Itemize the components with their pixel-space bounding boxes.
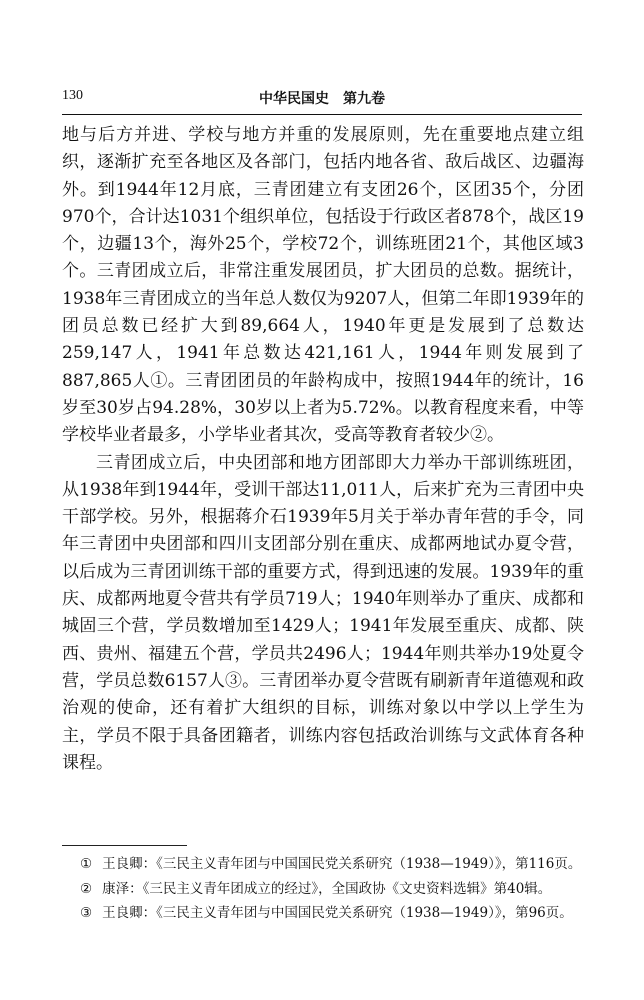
footnote-mark: ③ — [80, 905, 93, 921]
footnote-text: 王良卿：《三民主义青年团与中国国民党关系研究（1938—1949）》，第96页。 — [102, 905, 573, 921]
page-number: 130 — [62, 88, 83, 103]
footnote-mark: ② — [80, 880, 93, 897]
footnote — [62, 853, 584, 876]
body-text — [62, 122, 584, 777]
footnote-text: 康泽：《三民主义青年团成立的经过》，全国政协《文史资料选辑》第40辑。 — [102, 880, 552, 897]
footnote-text: 王良卿：《三民主义青年团与中国国民党关系研究（1938—1949）》，第116页。 — [102, 856, 582, 872]
footnotes — [62, 853, 584, 927]
header-rule — [62, 114, 582, 115]
running-title: 中华民国史 第九卷 — [259, 91, 385, 107]
footnote — [62, 878, 584, 901]
footnote-rule — [62, 845, 187, 846]
footnote — [62, 902, 584, 925]
paragraph: 三青团成立后，中央团部和地方团部即大力举办干部训练班团，从1938年到1944年，受训干部达11,011人，后来扩充为三青团中央干部学校。另外，根据蒋介石1939年5月关于举办青年营的手令，同年三青团中央团部和四川支团部分别在重庆、成都两地试办夏令营，以后成为三青团训练干部的重要方式，得到迅速的发展。1939年的重庆、成都两地夏令营共有学员719人；1940年则举办了重庆、成都和城固三个营，学员数增加至1429人；1941年发展至重庆、成都、陕西、贵州、福建五个营，学员共2496人；1944年则共举办19处夏令营，学员总数6157人③。三青团举办夏令营既有刷新青年道德观和政治观的使命，还有着扩大组织的目标，训练对象以中学以上学生为主，学员不限于具备团籍者，训练内容包括政治训练与文武体育各种课程。 — [62, 452, 584, 773]
paragraph: 地与后方并进、学校与地方并重的发展原则，先在重要地点建立组织，逐渐扩充至各地区及各部门，包括内地各省、敌后战区、边疆海外。到1944年12月底，三青团建立有支团26个，区团35个，分团970个，合计达1031个组织单位，包括设于行政区者878个，战区19个，边疆13个，海外25个，学校72个，训练班团21个，其他区域3个。三青团成立后，非常注重发展团员，扩大团员的总数。据统计，1938年三青团成立的当年总人数仅为9207人，但第二年即1939年的团员总数已经扩大到89,664人，1940年更是发展到了总数达259,147人，1941年总数达421,161人，1944年则发展到了887,865人①。三青团团员的年龄构成中，按照1944年的统计，16岁至30岁占94.28%，30岁以上者为5.72%。以教育程度来看，中等学校毕业者最多，小学毕业者其次，受高等教育者较少②。 — [62, 125, 584, 446]
page-header — [62, 88, 582, 114]
footnote-mark: ① — [80, 856, 93, 872]
